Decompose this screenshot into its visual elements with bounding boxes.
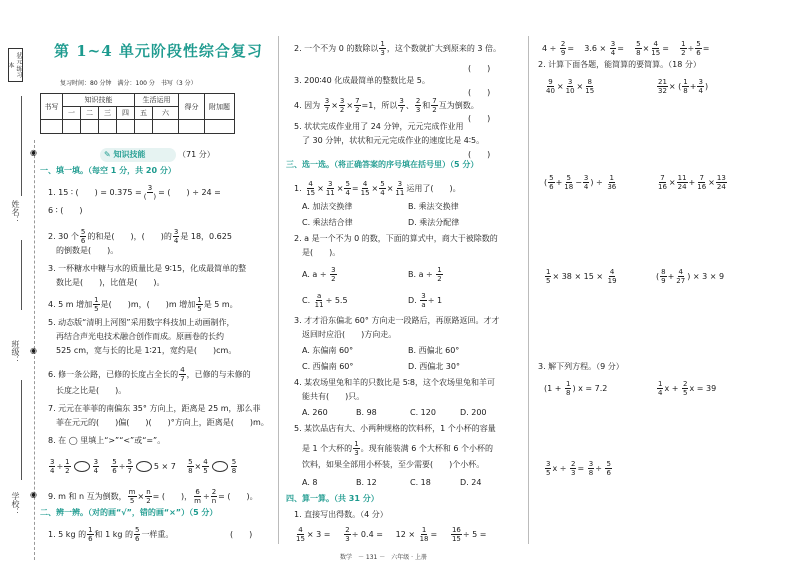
question-1-2: 2. 30 个 $\frac{5}{6}$ 的和是( )，( )的 $\frac{3}{4}$ 是 18，0.625 — [48, 228, 232, 245]
section-badge-label: ✎ 知识技能 — [104, 150, 146, 159]
section-1-heading: 一、填一填。（每空 1 分，共 20 分） — [40, 166, 176, 175]
badge-icon: ✎ — [104, 150, 111, 159]
option-c[interactable]: C. 120 — [410, 408, 436, 417]
question-3-3-cont: 返回时应沿( )方向走。 — [302, 330, 397, 339]
score-cell: 附加题 — [205, 94, 235, 120]
class-label: 班级： — [11, 340, 20, 364]
question-4-2: 2. 计算下面各题，能简算的要简算。（18 分） — [538, 60, 701, 69]
question-3-4: 4. 某农场里兔和羊的只数比是 5∶8，这个农场里兔和羊可 — [294, 378, 495, 387]
question-1-4: 4. 5 m 增加 $\frac{1}{5}$ 是( )m，( )m 增加 $\frac{1}{5}$ 是 5 m。 — [48, 296, 238, 313]
side-label-box: 状元 练习 本 — [8, 48, 23, 82]
compare-circle[interactable] — [212, 461, 228, 472]
score-input[interactable] — [179, 120, 205, 134]
question-2-5-cont: 了 30 分钟，状状和元元完成作业的速度比是 4∶5。 — [302, 136, 485, 145]
side-divider — [21, 240, 22, 310]
question-1-8: 8. 在 ◯ 里填上“>”“<”或“=”。 — [48, 436, 166, 445]
option-c[interactable]: C. 西偏南 60° — [302, 362, 354, 371]
question-2-1: 1. 5 kg 的 $\frac{1}{6}$ 和 1 kg 的 $\frac{5}{6}$ 一样重。 — [48, 526, 174, 543]
option-b[interactable]: B. 12 — [356, 478, 377, 487]
score-cell: 五 — [135, 107, 153, 120]
compare-circle[interactable] — [136, 461, 152, 472]
page-footer: 数学 － 131 － 六年级 · 上册 — [340, 554, 427, 561]
compare-circle[interactable] — [74, 461, 90, 472]
section-3-heading: 三、选一选。（将正确答案的序号填在括号里）（5 分） — [286, 160, 479, 169]
exam-meta: 复习时间：80 分钟 满分：100 分 书写（3 分） — [60, 80, 197, 87]
option-d[interactable]: D. 24 — [460, 478, 482, 487]
question-3-4-cont: 能共有( )只。 — [302, 392, 365, 401]
question-1-1-cont: 6 ∶ ( ) — [48, 206, 83, 215]
question-4-1: 1. 直接写出得数。（4 分） — [294, 510, 388, 519]
question-3-5-cont: 是 1 个大杯的 $\frac{1}{3}$ 。现有能装满 6 个大杯和 6 个小杯的 — [302, 440, 494, 457]
option-b[interactable]: B. 98 — [356, 408, 377, 417]
column-divider — [528, 36, 529, 544]
score-table — [40, 93, 235, 134]
option-d[interactable]: D. 乘法分配律 — [408, 218, 460, 227]
school-label: 学校： — [11, 492, 20, 516]
question-1-6-cont: 长度之比是( )。 — [56, 386, 127, 395]
question-1-6: 6. 修一条公路，已修的长度占全长的 $\frac{4}{7}$ ，已修的与未修的 — [48, 366, 251, 383]
question-2-3: 3. 200∶40 化成最简单的整数比是 5。 — [294, 76, 430, 85]
calc-item: $\frac{9}{40}$ × $\frac{3}{10}$ × $\frac{8}{15}$ — [546, 78, 595, 95]
option-a[interactable]: A. a ÷ $\frac{3}{2}$ — [302, 266, 336, 283]
score-input[interactable] — [117, 120, 135, 134]
option-c[interactable]: C. 18 — [410, 478, 431, 487]
score-cell: 三 — [99, 107, 117, 120]
question-1-3: 3. 一杯糖水中糖与水的质量比是 9∶15，化成最简单的整 — [48, 264, 247, 273]
score-input[interactable] — [41, 120, 63, 134]
name-label: 姓名： — [11, 200, 20, 224]
score-input[interactable] — [63, 120, 81, 134]
column-divider — [278, 36, 279, 544]
option-a[interactable]: A. 加法交换律 — [302, 202, 353, 211]
question-1-8-items: $\frac{3}{4}$ ÷ $\frac{1}{2}$ $\frac{3}{4}$ $\frac{5}{6}$ ÷ $\frac{5}{7}$ 5 × 7 $\frac{5}{8}$ × $\frac{4}{5}$ $\frac{5}{8}$ — [50, 458, 237, 475]
score-cell: 四 — [117, 107, 135, 120]
answer-paren[interactable]: ( ) — [468, 114, 491, 123]
option-c[interactable]: C. $\frac{a}{11}$ ÷ 5.5 — [302, 292, 348, 309]
score-input[interactable] — [99, 120, 117, 134]
option-d[interactable]: D. $\frac{3}{a}$ ÷ 1 — [408, 292, 443, 309]
equation-item: (1 + $\frac{1}{8}$ ) x = 7.2 — [544, 380, 608, 397]
score-input[interactable] — [205, 120, 235, 134]
binding-hole-icon: ◉ — [30, 148, 37, 157]
option-c[interactable]: C. 乘法结合律 — [302, 218, 353, 227]
question-3-3: 3. 才才沿东偏北 60° 方向走一段路后，再原路返回。才才 — [294, 316, 500, 325]
question-2-4: 4. 因为 $\frac{3}{7}$ × $\frac{3}{2}$ × $\frac{7}{2}$ =1，所以 $\frac{3}{7}$ 、 $\frac{2}{3}$ 和 $\frac{7}{2}$ 互为倒数。 — [294, 97, 479, 114]
score-input[interactable] — [135, 120, 153, 134]
score-cell: 生活运用 — [135, 94, 179, 107]
question-1-5-cont: 再结合声光电技术融合创作而成。原画卷的长约 — [56, 332, 224, 341]
question-2-5: 5. 状状完成作业用了 24 分钟，元元完成作业用 — [294, 122, 464, 131]
question-1-7: 7. 元元在菲菲的南偏东 35° 方向上，距离是 25 m，那么菲 — [48, 404, 261, 413]
option-b[interactable]: B. a ÷ $\frac{1}{2}$ — [408, 266, 442, 283]
score-input[interactable] — [153, 120, 179, 134]
score-cell: 一 — [63, 107, 81, 120]
option-b[interactable]: B. 乘法交换律 — [408, 202, 459, 211]
question-1-3-cont: 数比是( )，比值是( )。 — [56, 278, 165, 287]
page-title: 第 1~4 单元阶段性综合复习 — [54, 42, 263, 60]
option-d[interactable]: D. 西偏北 30° — [408, 362, 460, 371]
question-3-5-cont: 饮料，如果全部用小杯装，至少需要( )个小杯。 — [302, 460, 485, 469]
oral-calc-row: 4 ÷ $\frac{2}{9}$ = 3.6 × $\frac{3}{4}$ = $\frac{5}{8}$ × $\frac{4}{15}$ = $\frac{1}{2}$ ÷ $\frac{5}{6}$ = — [542, 40, 710, 57]
score-cell: 六 — [153, 107, 179, 120]
equation-item: $\frac{3}{5}$ x ÷ $\frac{2}{3}$ = $\frac{3}{8}$ ÷ $\frac{5}{6}$ — [546, 460, 611, 477]
score-cell: 知识技能 — [63, 94, 135, 107]
answer-paren[interactable]: ( ) — [468, 88, 491, 97]
question-1-5: 5. 动态版“清明上河图”采用数字科技加上动画制作， — [48, 318, 235, 327]
option-a[interactable]: A. 260 — [302, 408, 328, 417]
question-3-1: 1. $\frac{4}{15}$ × $\frac{3}{11}$ × $\frac{5}{4}$ = $\frac{4}{15}$ × $\frac{5}{4}$ × $\frac{3}{11}$ 运用了( )。 — [294, 180, 461, 197]
calc-item: ( $\frac{8}{9}$ + $\frac{4}{27}$ ) × 3 × 9 — [656, 268, 725, 285]
equation-item: $\frac{1}{4}$ x + $\frac{2}{5}$ x = 39 — [658, 380, 717, 397]
question-3-5: 5. 某饮品店有大、小两种规格的饮料杯，1 个小杯的容量 — [294, 424, 496, 433]
binding-hole-icon: ◉ — [30, 346, 37, 355]
answer-paren[interactable]: ( ) — [468, 64, 491, 73]
score-cell: 书写 — [41, 94, 63, 120]
calc-item: $\frac{7}{16}$ × $\frac{11}{24}$ + $\frac{7}{16}$ × $\frac{13}{24}$ — [658, 174, 726, 191]
section-badge-points: （71 分） — [178, 150, 215, 159]
option-a[interactable]: A. 东偏南 60° — [302, 346, 354, 355]
question-4-3: 3. 解下列方程。（9 分） — [538, 362, 624, 371]
calc-item: $\frac{1}{5}$ × 38 × 15 × $\frac{4}{19}$ — [546, 268, 617, 285]
calc-item: ( $\frac{5}{6}$ + $\frac{5}{18}$ − $\frac{3}{4}$ ) ÷ $\frac{1}{36}$ — [544, 174, 617, 191]
score-cell: 二 — [81, 107, 99, 120]
oral-calc-row: $\frac{4}{15}$ × 3 = $\frac{2}{3}$ ÷ 0.4 = 12 × $\frac{1}{18}$ = $\frac{16}{15}$ ÷ 5 = — [296, 526, 487, 543]
section-4-heading: 四、算一算。（共 31 分） — [286, 494, 379, 503]
question-2-2: 2. 一个不为 0 的数除以 $\frac{1}{3}$ ，这个数就扩大到原来的 3 倍。 — [294, 40, 502, 57]
question-3-2: 2. a 是一个不为 0 的数，下面的算式中，商大于被除数的 — [294, 234, 498, 243]
option-a[interactable]: A. 8 — [302, 478, 318, 487]
answer-paren[interactable]: ( ) — [230, 530, 253, 539]
answer-paren[interactable]: ( ) — [468, 150, 491, 159]
score-input[interactable] — [81, 120, 99, 134]
question-1-2-cont: 的倒数是( )。 — [56, 246, 119, 255]
side-divider — [21, 380, 22, 480]
side-divider — [21, 96, 22, 196]
question-1-9: 9. m 和 n 互为倒数， $\frac{m}{5}$ × $\frac{n}{2}$ = ( )， $\frac{6}{m}$ ÷ $\frac{2}{n}$ = ( )。 — [48, 488, 258, 505]
section-2-heading: 二、辨一辨。（对的画“√”，错的画“×”）（5 分） — [40, 508, 218, 517]
question-1-7-cont: 菲在元元的( )偏( )( )°方向上，距离是( )m。 — [56, 418, 269, 427]
question-1-5-cont: 525 cm，宽与长的比是 1∶21，宽约是( )cm。 — [56, 346, 237, 355]
question-1-1: 1. 15 ∶ ( ) = 0.375 = $\frac{3}{( )}$ = ( ) ÷ 24 = — [48, 184, 221, 201]
score-cell: 得分 — [179, 94, 205, 120]
option-d[interactable]: D. 200 — [460, 408, 487, 417]
binding-hole-icon: ◉ — [30, 490, 37, 499]
question-3-2-cont: 是( )。 — [302, 248, 341, 257]
calc-item: $\frac{21}{32}$ × ( $\frac{1}{8}$ + $\frac{3}{4}$ ) — [658, 78, 709, 95]
option-b[interactable]: B. 西偏北 60° — [408, 346, 460, 355]
